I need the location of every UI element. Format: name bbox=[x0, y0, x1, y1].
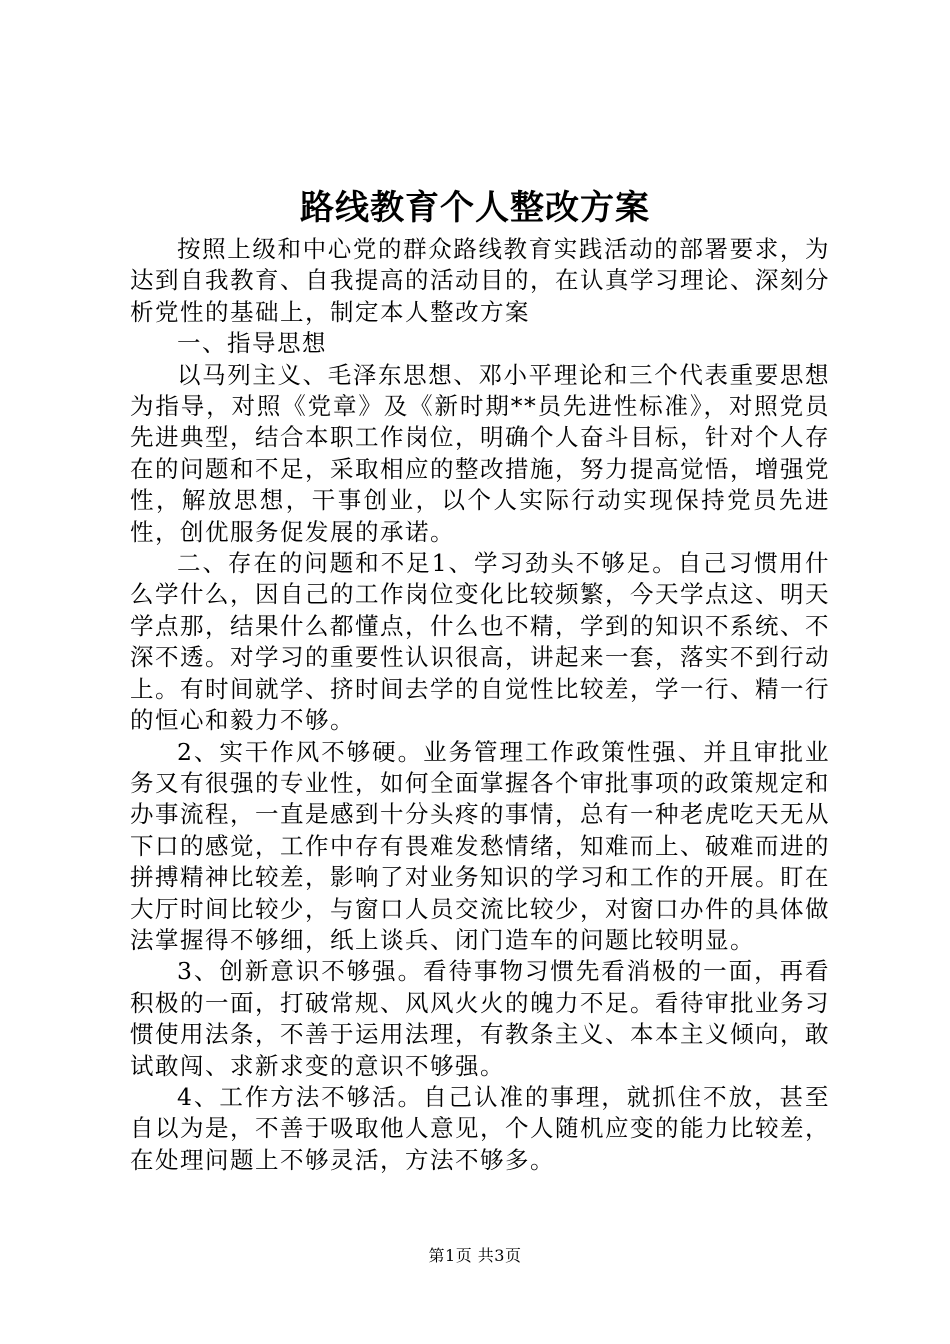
problems-paragraph-4: 4、工作方法不够活。自己认准的事理，就抓住不放，甚至自以为是，不善于吸取他人意见，个人随机应变的能力比较差，在处理问题上不够灵活，方法不够多。 bbox=[130, 1082, 830, 1174]
document-body bbox=[130, 234, 830, 1176]
problems-paragraph-2: 2、实干作风不够硬。业务管理工作政策性强、并且审批业务又有很强的专业性，如何全面掌握各个审批事项的政策规定和办事流程，一直是感到十分头疼的事情，总有一种老虎吃天无从下口的感觉，工作中存有畏难发愁情绪，知难而上、破难而进的拼搏精神比较差，影响了对业务知识的学习和工作的开展。盯在大厅时间比较少，与窗口人员交流比较少，对窗口办件的具体做法掌握得不够细，纸上谈兵、闭门造车的问题比较明显。 bbox=[130, 737, 830, 954]
page-title: 路线教育个人整改方案 bbox=[300, 188, 650, 228]
problems-paragraph-1: 二、存在的问题和不足1、学习劲头不够足。自己习惯用什么学什么，因自己的工作岗位变化比较频繁，今天学点这、明天学点那，结果什么都懂点，什么也不精，学到的知识不系统、不深不透。对学习的重要性认识很高，讲起来一套，落实不到行动上。有时间就学、挤时间去学的自觉性比较差，学一行、精一行的恒心和毅力不够。 bbox=[130, 549, 830, 735]
problems-paragraph-3: 3、创新意识不够强。看待事物习惯先看消极的一面，再看积极的一面，打破常规、风风火火的魄力不足。看待审批业务习惯使用法条，不善于运用法理，有教条主义、本本主义倾向，敢试敢闯、求新求变的意识不够强。 bbox=[130, 957, 830, 1080]
intro-paragraph: 按照上级和中心党的群众路线教育实践活动的部署要求，为达到自我教育、自我提高的活动目的，在认真学习理论、深刻分析党性的基础上，制定本人整改方案 bbox=[130, 235, 830, 326]
page-number-footer: 第1页 共3页 bbox=[428, 1246, 522, 1265]
section-heading-guiding-thought: 一、指导思想 bbox=[177, 329, 327, 358]
guiding-thought-paragraph: 以马列主义、毛泽东思想、邓小平理论和三个代表重要思想为指导，对照《党章》及《新时期**员先进性标准》，对照党员先进典型，结合本职工作岗位，明确个人奋斗目标，针对个人存在的问题和不足，采取相应的整改措施，努力提高觉悟，增强党性，解放思想，干事创业，以个人实际行动实现保持党员先进性，创优服务促发展的承诺。 bbox=[130, 360, 830, 546]
